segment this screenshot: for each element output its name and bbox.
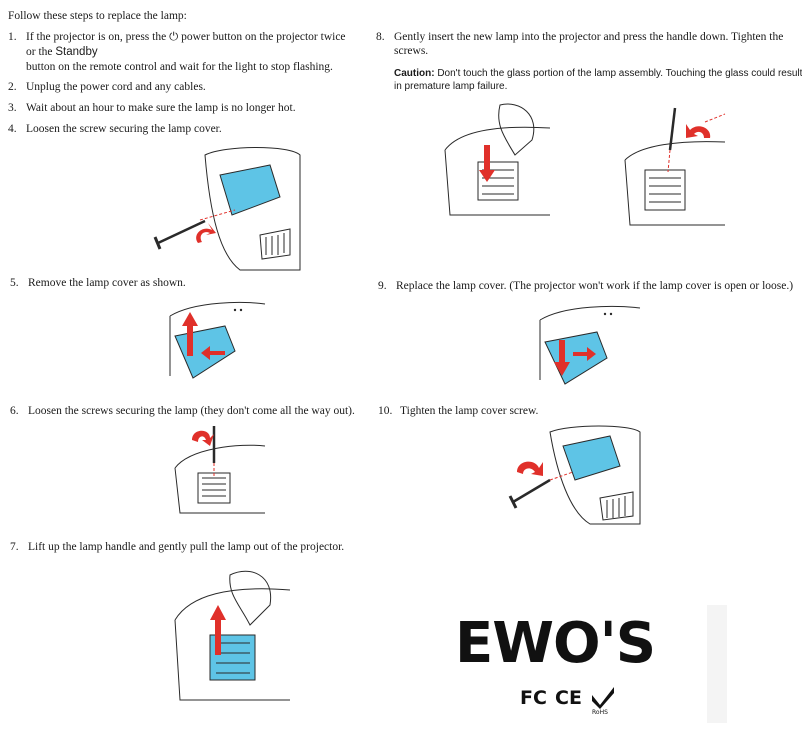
caution-note-line-2: in premature lamp failure. (394, 81, 508, 92)
step-8-line-2: screws. (394, 45, 429, 57)
step-text: Loosen the screws securing the lamp (they don't come all the way out). (28, 405, 355, 417)
caution-text: Don't touch the glass portion of the lamp assembly. Touching the glass could result (437, 68, 802, 79)
illustration-step-8-tighten (620, 100, 725, 230)
step-9 (378, 279, 793, 294)
step-number: 7. (10, 541, 19, 553)
step-number: 8. (376, 31, 385, 43)
step-1-line-3: button on the remote control and wait for the light to stop flashing. (26, 61, 333, 73)
lamp-cover-screw-illustration (150, 145, 300, 270)
step-3 (8, 101, 296, 116)
step-text: or the (26, 46, 53, 58)
remove-cover-illustration (165, 296, 265, 386)
illustration-step-9 (535, 300, 640, 390)
illustration-step-4 (150, 145, 300, 270)
illustration-step-10 (505, 424, 640, 524)
step-text: Wait about an hour to make sure the lamp is no longer hot. (26, 102, 296, 114)
step-number: 10. (378, 405, 393, 417)
step-2 (8, 80, 206, 95)
step-6 (10, 404, 355, 419)
step-10 (378, 404, 538, 419)
replace-cover-illustration (535, 300, 640, 390)
power-icon: ⏻ (169, 31, 179, 43)
step-number: 9. (378, 280, 387, 292)
rohs-label: RoHS (592, 709, 608, 716)
tighten-lamp-screws-illustration (620, 100, 725, 230)
step-text: Replace the lamp cover. (The projector won't work if the lamp cover is open or loose.) (396, 280, 794, 292)
step-8 (376, 30, 783, 45)
step-7 (10, 540, 344, 555)
step-number: 6. (10, 405, 19, 417)
step-1-line-2 (26, 45, 98, 60)
step-1 (8, 30, 346, 45)
step-text: Loosen the screw securing the lamp cover. (26, 123, 222, 135)
brand-wordmark: EWO'S (455, 611, 656, 676)
illustration-step-8-insert (440, 100, 550, 220)
illustration-step-6 (170, 418, 265, 518)
step-number: 5. (10, 277, 19, 289)
caution-label: Caution: (394, 68, 435, 79)
step-text: Tighten the lamp cover screw. (400, 405, 539, 417)
tighten-cover-screw-illustration (505, 424, 640, 524)
step-number: 2. (8, 81, 17, 93)
step-text: If the projector is on, press the (26, 31, 167, 43)
ce-mark-icon: CE (555, 687, 582, 709)
step-text: Remove the lamp cover as shown. (28, 277, 186, 289)
step-number: 1. (8, 31, 17, 43)
logo-shadow-panel (707, 605, 727, 723)
step-text: Gently insert the new lamp into the projector and press the handle down. Tighten the (394, 31, 784, 43)
caution-note (394, 68, 802, 81)
loosen-lamp-screws-illustration (170, 418, 265, 518)
lift-lamp-illustration (170, 565, 290, 705)
standby-label: Standby (55, 46, 98, 58)
step-text: power button on the projector twice (181, 31, 346, 43)
step-4 (8, 122, 222, 137)
ewos-logo (455, 605, 727, 723)
fcc-mark-icon: FC (520, 687, 547, 709)
step-text: Unplug the power cord and any cables. (26, 81, 206, 93)
illustration-step-7 (170, 565, 290, 705)
step-number: 4. (8, 123, 17, 135)
insert-lamp-illustration (440, 100, 550, 220)
illustration-step-5 (165, 296, 265, 386)
step-number: 3. (8, 102, 17, 114)
step-5 (10, 276, 186, 291)
step-text: Lift up the lamp handle and gently pull the lamp out of the projector. (28, 541, 345, 553)
rohs-check-icon (590, 685, 616, 715)
intro-text: Follow these steps to replace the lamp: (8, 10, 187, 22)
